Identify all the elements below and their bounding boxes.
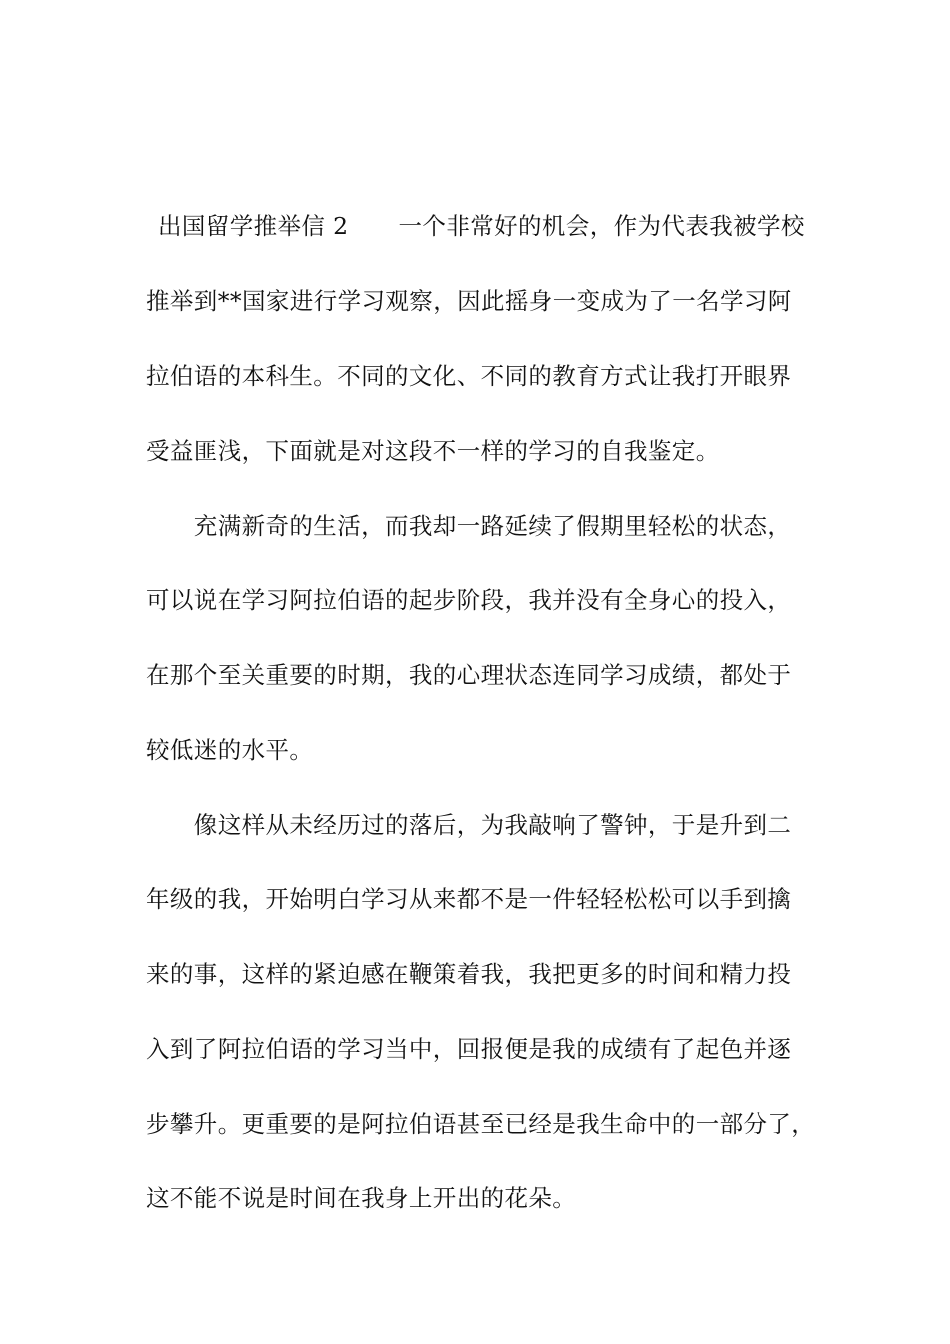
text-line-11: 来的事，这样的紧迫感在鞭策着我，我把更多的时间和精力投 — [146, 960, 792, 988]
text-line-7: 在那个至关重要的时期，我的心理状态连同学习成绩，都处于 — [146, 661, 792, 689]
text-line-5: 充满新奇的生活，而我却一路延续了假期里轻松的状态， — [146, 512, 792, 540]
text-line-4: 受益匪浅，下面就是对这段不一样的学习的自我鉴定。 — [146, 437, 720, 465]
text-line-1-body: 一个非常好的机会，作为代表我被学校 — [398, 212, 805, 240]
text-line-14: 这不能不说是时间在我身上开出的花朵。 — [146, 1184, 577, 1212]
text-line-6: 可以说在学习阿拉伯语的起步阶段，我并没有全身心的投入， — [146, 586, 792, 614]
text-line-1 — [146, 209, 805, 243]
text-line-9: 像这样从未经历过的落后，为我敲响了警钟，于是升到二 — [146, 811, 792, 839]
document-title: 出国留学推举信 2 — [158, 212, 349, 240]
text-line-8: 较低迷的水平。 — [146, 736, 314, 764]
text-line-13: 步攀升。更重要的是阿拉伯语甚至已经是我生命中的一部分了， — [146, 1110, 816, 1138]
text-line-12: 入到了阿拉伯语的学习当中，回报便是我的成绩有了起色并逐 — [146, 1035, 792, 1063]
text-line-3: 拉伯语的本科生。不同的文化、不同的教育方式让我打开眼界 — [146, 362, 792, 390]
text-line-10: 年级的我，开始明白学习从来都不是一件轻轻松松可以手到擒 — [146, 885, 792, 913]
text-line-2: 推举到**国家进行学习观察，因此摇身一变成为了一名学习阿 — [146, 287, 792, 315]
